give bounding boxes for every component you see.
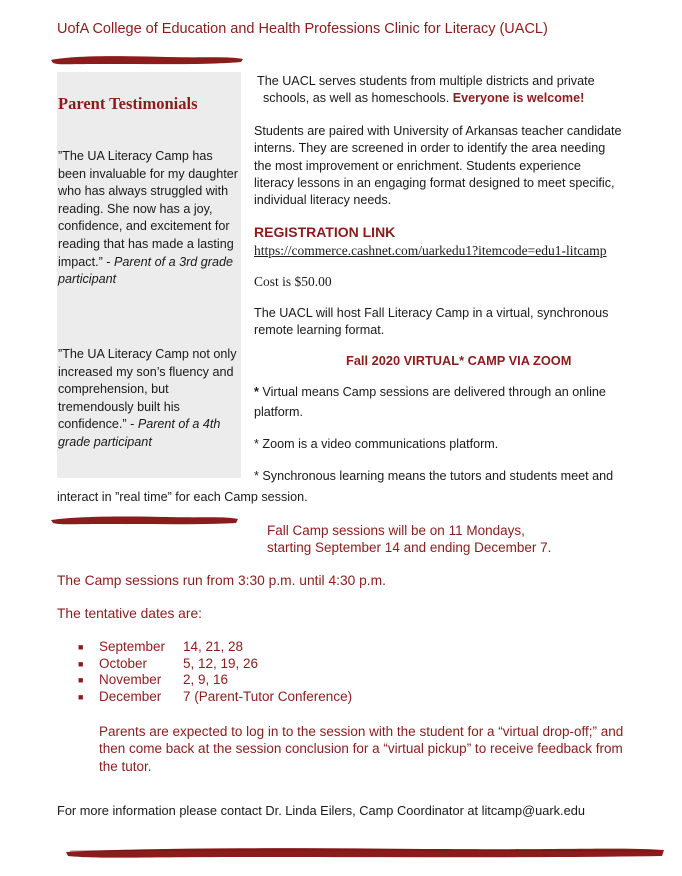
note-sync-line-1: * Synchronous learning means the tutors and students meet and	[254, 469, 614, 483]
note-zoom: * Zoom is a video communications platform.	[254, 437, 499, 451]
tentative-dates-label: The tentative dates are:	[57, 606, 202, 621]
date-days: 14, 21, 28	[183, 639, 244, 654]
camp-heading: Fall 2020 VIRTUAL* CAMP VIA ZOOM	[346, 353, 572, 368]
note-sync-line-2: interact in ”real time” for each Camp session.	[57, 490, 308, 504]
intro-line-2: schools, as well as homeschools.	[263, 91, 450, 106]
intro-line-1: The UACL serves students from multiple districts and private	[257, 74, 595, 88]
note-virtual	[254, 385, 606, 399]
date-days: 7 (Parent-Tutor Conference)	[183, 689, 353, 705]
contact-line: For more information please contact Dr. Linda Eilers, Camp Coordinator at litcamp@uark.edu	[57, 803, 585, 818]
testimonial-1-attribution: Parent of a 3rd grade participant	[58, 254, 234, 287]
cost-text: Cost is $50.00	[254, 274, 332, 289]
bullet-icon: ■	[78, 692, 84, 703]
intro-paragraph	[257, 73, 627, 108]
testimonial-1-quote: ”The UA Literacy Camp has been invaluable for my daughter who has always struggled with reading. She now has a joy, confidence, and excitement for reading that has made a lasting impact.” -	[58, 149, 238, 269]
bottom-brush-divider	[60, 843, 670, 861]
testimonial-1	[58, 148, 240, 289]
registration-link[interactable]: https://commerce.cashnet.com/uarkedu1?itemcode=edu1-litcamp	[254, 243, 607, 258]
date-month: November	[99, 672, 162, 688]
note-virtual-star: *	[254, 385, 259, 399]
registration-heading: REGISTRATION LINK	[254, 224, 396, 240]
fall-sessions-line-2: starting September 14 and ending December 7.	[267, 540, 552, 555]
host-paragraph: The UACL will host Fall Literacy Camp in a virtual, synchronous remote learning format.	[254, 306, 609, 338]
bullet-icon: ■	[78, 642, 84, 652]
date-month: September	[99, 639, 166, 654]
testimonial-2-attribution: Parent of a 4th grade participant	[58, 417, 221, 449]
welcome-text: Everyone is welcome!	[452, 91, 585, 106]
testimonial-2-quote: ”The UA Literacy Camp not only increased my son’s fluency and comprehension, but tremendously built his confidence.” -	[58, 347, 237, 432]
session-time: The Camp sessions run from 3:30 p.m. until 4:30 p.m.	[57, 573, 386, 588]
date-month: December	[99, 689, 162, 705]
date-days: 2, 9, 16	[183, 672, 229, 688]
date-days: 5, 12, 19, 26	[183, 655, 259, 671]
testimonials-sidebar	[57, 72, 241, 478]
note-virtual-line-1: Virtual means Camp sessions are delivered through an online	[258, 385, 606, 399]
note-virtual-line-2: platform.	[254, 405, 303, 419]
fall-sessions-line-1: Fall Camp sessions will be on 11 Mondays,	[267, 523, 525, 538]
fall-sessions-note	[267, 522, 551, 556]
testimonial-2	[58, 346, 240, 452]
testimonials-heading: Parent Testimonials	[58, 94, 198, 113]
bullet-icon: ■	[78, 658, 84, 669]
parents-note: Parents are expected to log in to the session with the student for a “virtual drop-off;” and then come back at the session conclusion for a “virtual pickup” to receive feedback from the tutor.	[99, 724, 624, 774]
page-header-title: UofA College of Education and Health Professions Clinic for Literacy (UACL)	[57, 21, 548, 37]
students-paragraph: Students are paired with University of Arkansas teacher candidate interns. They are screened in order to identify the area needing the most improvement or enrichment. Students experience literacy lessons in an engaging format designed to meet specific, individual literacy needs.	[254, 124, 622, 208]
date-month: October	[99, 655, 148, 671]
top-brush-divider	[47, 53, 247, 67]
bullet-icon: ■	[78, 675, 84, 686]
middle-brush-divider	[47, 513, 242, 527]
